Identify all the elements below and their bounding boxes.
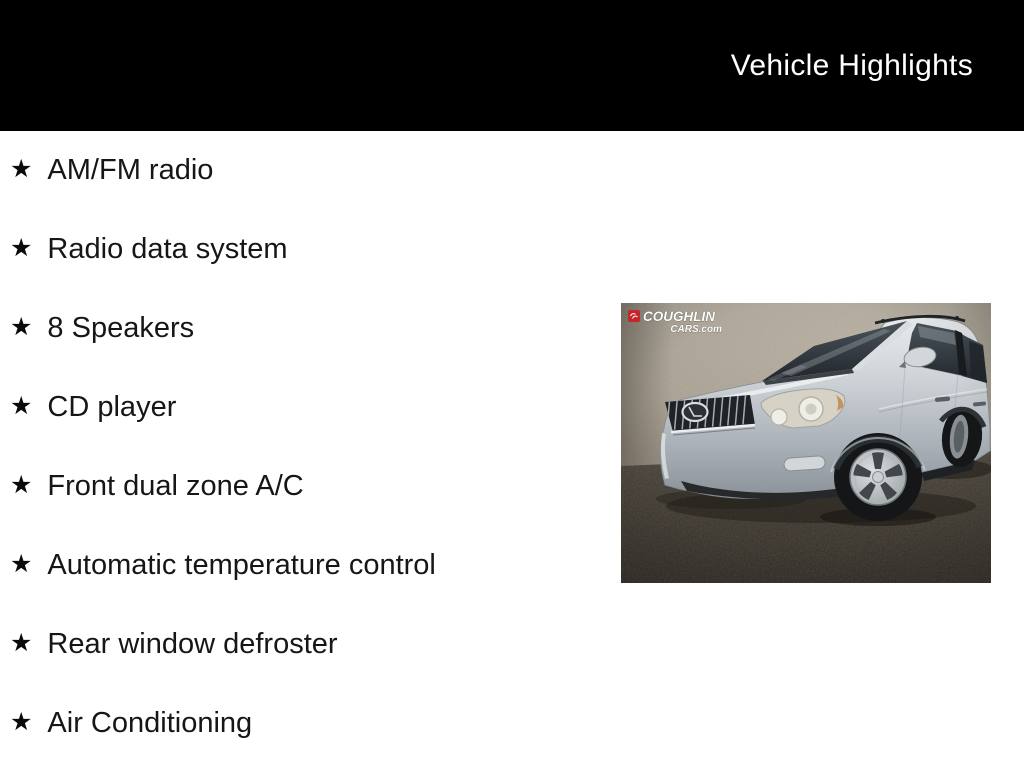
vehicle-photo-illustration xyxy=(621,303,991,583)
star-bullet-icon: ★ xyxy=(10,629,33,657)
star-bullet-icon: ★ xyxy=(10,708,33,736)
list-item xyxy=(10,210,436,289)
feature-label: Rear window defroster xyxy=(47,628,338,660)
feature-label: CD player xyxy=(47,391,177,423)
list-item xyxy=(10,526,436,605)
watermark-domain-text: CARS.com xyxy=(670,324,722,335)
star-bullet-icon: ★ xyxy=(10,392,33,420)
star-bullet-icon: ★ xyxy=(10,313,33,341)
list-item xyxy=(10,605,436,684)
dealer-logo-icon xyxy=(628,310,640,322)
star-bullet-icon: ★ xyxy=(10,155,33,183)
star-bullet-icon: ★ xyxy=(10,471,33,499)
page-title: Vehicle Highlights xyxy=(730,48,973,82)
feature-label: Front dual zone A/C xyxy=(47,470,304,502)
star-bullet-icon: ★ xyxy=(10,234,33,262)
list-item xyxy=(10,131,436,210)
feature-label: AM/FM radio xyxy=(47,154,214,186)
feature-label: Automatic temperature control xyxy=(47,549,436,581)
vehicle-photo xyxy=(621,303,991,583)
title-bar xyxy=(0,0,1024,131)
list-item xyxy=(10,368,436,447)
list-item xyxy=(10,289,436,368)
watermark-brand-text: COUGHLIN xyxy=(643,309,715,324)
feature-label: Radio data system xyxy=(47,233,288,265)
feature-label: Air Conditioning xyxy=(47,707,253,739)
list-item xyxy=(10,447,436,526)
list-item xyxy=(10,684,436,763)
star-bullet-icon: ★ xyxy=(10,550,33,578)
feature-list xyxy=(0,131,436,763)
feature-label: 8 Speakers xyxy=(47,312,195,344)
